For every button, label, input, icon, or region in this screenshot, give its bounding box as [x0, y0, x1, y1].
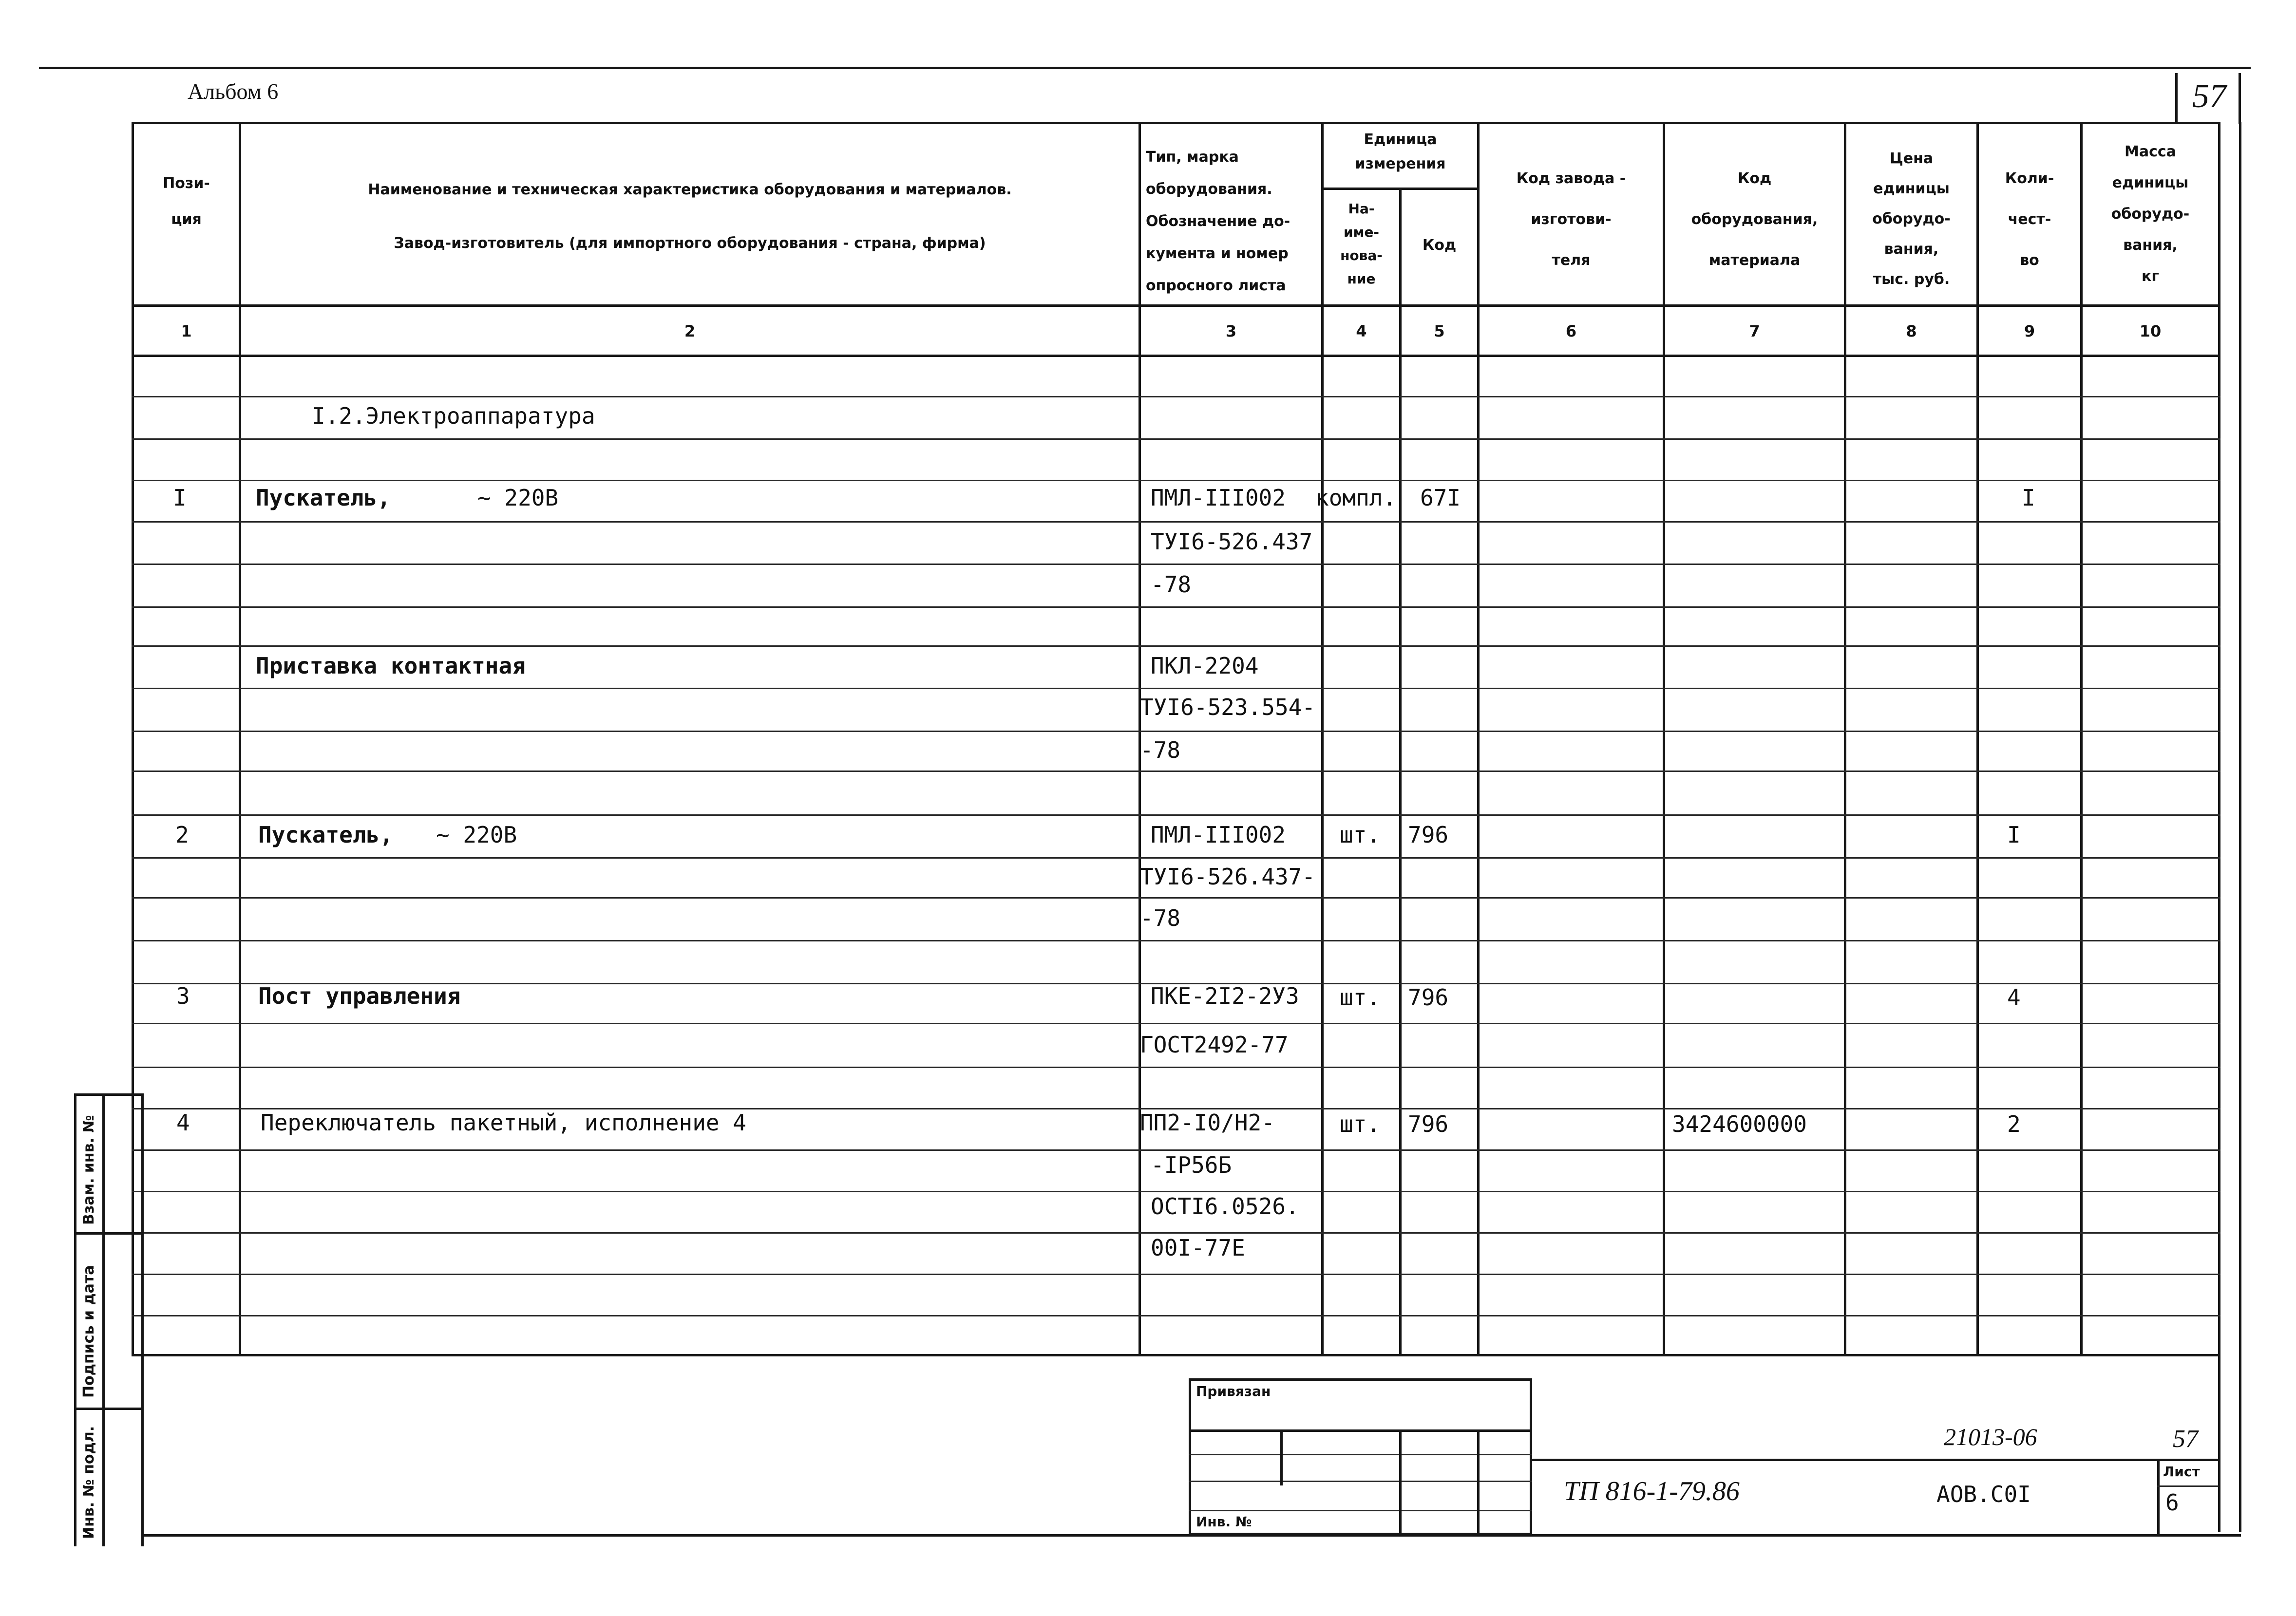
col-number: 3 — [1225, 322, 1237, 340]
album-label: Альбом 6 — [188, 79, 279, 104]
header-unit-name: На- име- нова- ние — [1340, 201, 1383, 287]
col-number: 6 — [1565, 322, 1577, 340]
row5-type-4: 00I-77Е — [1151, 1235, 1245, 1261]
row3-voltage: ~ 220В — [436, 822, 517, 848]
sheet-number: 57 — [2192, 77, 2226, 115]
row3-name: Пускатель, — [258, 822, 393, 848]
row1-qty: I — [2022, 485, 2035, 511]
row1-type-2: ТУI6-526.437 — [1151, 528, 1313, 555]
row3-type-3: -78 — [1140, 905, 1181, 931]
binding-label: Привязан — [1196, 1383, 1271, 1399]
row1-type-1: ПМЛ-III002 — [1151, 485, 1286, 511]
side-label-replace-inv: Взам. инв. № — [80, 1115, 97, 1225]
row4-type-1: ПКЕ-2I2-2У3 — [1151, 983, 1299, 1009]
row-line — [132, 857, 2220, 859]
page-handwritten: 57 — [2173, 1425, 2198, 1453]
title-block-line — [1532, 1459, 2219, 1461]
row-line — [132, 897, 2220, 899]
side-label-signature-date: Подпись и дата — [80, 1265, 97, 1398]
binding-stamp-line — [1189, 1481, 1532, 1482]
side-label-inv-original: Инв. № подл. — [80, 1426, 97, 1539]
row-line — [132, 521, 2220, 523]
side-strip-sep1 — [74, 1232, 143, 1235]
sheet-box-line — [2157, 1485, 2218, 1487]
row-line — [132, 770, 2220, 772]
header-unit-group: Единица измерения — [1355, 131, 1446, 172]
header-pos: Пози- ция — [163, 175, 210, 228]
row5-type-3: ОСТI6.0526. — [1151, 1193, 1299, 1220]
project-number: ТП 816-1-79.86 — [1564, 1476, 1740, 1506]
side-strip-left — [74, 1093, 76, 1546]
section-title: I.2.Электроаппаратура — [312, 403, 595, 429]
row-line — [132, 396, 2220, 397]
side-strip-top — [74, 1093, 143, 1096]
col-number: 5 — [1434, 322, 1445, 340]
header-price: Цена единицы оборудо- вания, тыс. руб. — [1872, 150, 1951, 288]
header-unit-code: Код — [1422, 237, 1457, 254]
row1-pos: I — [173, 485, 187, 511]
unit-group-line — [1321, 188, 1480, 190]
row4-qty: 4 — [2007, 984, 2021, 1011]
row3-qty: I — [2007, 822, 2021, 848]
side-strip-right — [141, 1093, 144, 1546]
row1-voltage: ~ 220В — [477, 485, 559, 511]
row5-type-2: -IР56Б — [1151, 1152, 1232, 1178]
row-line — [132, 731, 2220, 732]
binding-stamp-col — [1280, 1429, 1283, 1485]
sheet-box-left — [2157, 1459, 2160, 1537]
row5-pos: 4 — [176, 1109, 190, 1136]
binding-stamp-line — [1189, 1429, 1532, 1432]
row2-name: Приставка контактная — [256, 653, 526, 679]
header-name: Наименование и техническая характеристика оборудования и материалов. Завод-изготовитель (для импортного оборудования - страна, фирма) — [368, 181, 1012, 252]
side-strip-sep2 — [74, 1408, 143, 1410]
col-number: 2 — [684, 322, 696, 340]
row-line — [132, 564, 2220, 565]
col-number: 1 — [181, 322, 192, 340]
sheet-value: 6 — [2165, 1489, 2179, 1516]
row-line — [132, 438, 2220, 440]
row4-type-2: ГОСТ2492-77 — [1140, 1032, 1289, 1058]
row3-type-2: ТУI6-526.437- — [1140, 864, 1316, 890]
header-mass: Масса единицы оборудо- вания, кг — [2111, 143, 2190, 285]
row-line — [132, 1023, 2220, 1024]
inv-number-label: Инв. № — [1196, 1514, 1252, 1530]
row5-equip-code: 3424600000 — [1672, 1111, 1807, 1137]
row2-type-2: ТУI6-523.554- — [1140, 694, 1316, 720]
row5-name: Переключатель пакетный, исполнение 4 — [261, 1109, 746, 1136]
header-factory-code: Код завода - изготови- теля — [1516, 170, 1626, 269]
row4-code: 796 — [1408, 984, 1449, 1011]
row1-code: 67I — [1420, 485, 1461, 511]
col-number: 7 — [1749, 322, 1760, 340]
page-border-right — [2239, 122, 2241, 1532]
header-type: Тип, марка оборудования. Обозначение до- кумента и номер опросного листа — [1146, 149, 1290, 294]
row-line — [132, 1274, 2220, 1275]
row4-unit: шт. — [1340, 984, 1381, 1011]
document-code: АОВ.С0I — [1936, 1481, 2031, 1507]
row5-type-1: ПП2-I0/Н2- — [1140, 1109, 1275, 1136]
row-line — [132, 688, 2220, 689]
row1-unit: компл. — [1315, 485, 1397, 511]
binding-stamp-line — [1189, 1454, 1532, 1455]
row3-type-1: ПМЛ-III002 — [1151, 822, 1286, 848]
row5-unit: шт. — [1340, 1111, 1381, 1137]
col-number: 4 — [1356, 322, 1367, 340]
binding-stamp-col — [1399, 1429, 1402, 1534]
binding-stamp-col — [1477, 1429, 1480, 1534]
row4-pos: 3 — [176, 983, 190, 1009]
header-qty: Коли- чест- во — [2005, 170, 2054, 269]
table-border-right — [2218, 122, 2220, 1532]
row-line — [132, 1067, 2220, 1068]
col-number: 10 — [2139, 322, 2162, 340]
row-line — [132, 645, 2220, 647]
doc-ref: 21013-06 — [1944, 1423, 2037, 1450]
row5-code: 796 — [1408, 1111, 1449, 1137]
row-line — [132, 814, 2220, 816]
row1-name: Пускатель, — [256, 485, 391, 511]
row3-unit: шт. — [1340, 822, 1381, 848]
table-bottom-line — [132, 1354, 2220, 1356]
row2-type-3: -78 — [1140, 737, 1181, 763]
binding-stamp-line — [1189, 1510, 1532, 1511]
row-line — [132, 940, 2220, 941]
row-line — [132, 480, 2220, 481]
row5-qty: 2 — [2007, 1111, 2021, 1137]
side-strip-mid — [102, 1093, 105, 1546]
row-line — [132, 1315, 2220, 1316]
binding-stamp-box — [1189, 1378, 1532, 1535]
row3-pos: 2 — [175, 822, 189, 848]
row2-type-1: ПКЛ-2204 — [1151, 653, 1259, 679]
col-number: 9 — [2024, 322, 2035, 340]
row-line — [132, 606, 2220, 608]
top-border-line — [39, 67, 2251, 69]
col-number: 8 — [1906, 322, 1917, 340]
sheet-label: Лист — [2163, 1464, 2200, 1480]
table-top-line — [132, 122, 2220, 124]
row1-type-3: -78 — [1151, 571, 1192, 598]
row3-code: 796 — [1408, 822, 1449, 848]
row4-name: Пост управления — [258, 983, 461, 1009]
header-equip-code: Код оборудования, материала — [1691, 170, 1818, 269]
